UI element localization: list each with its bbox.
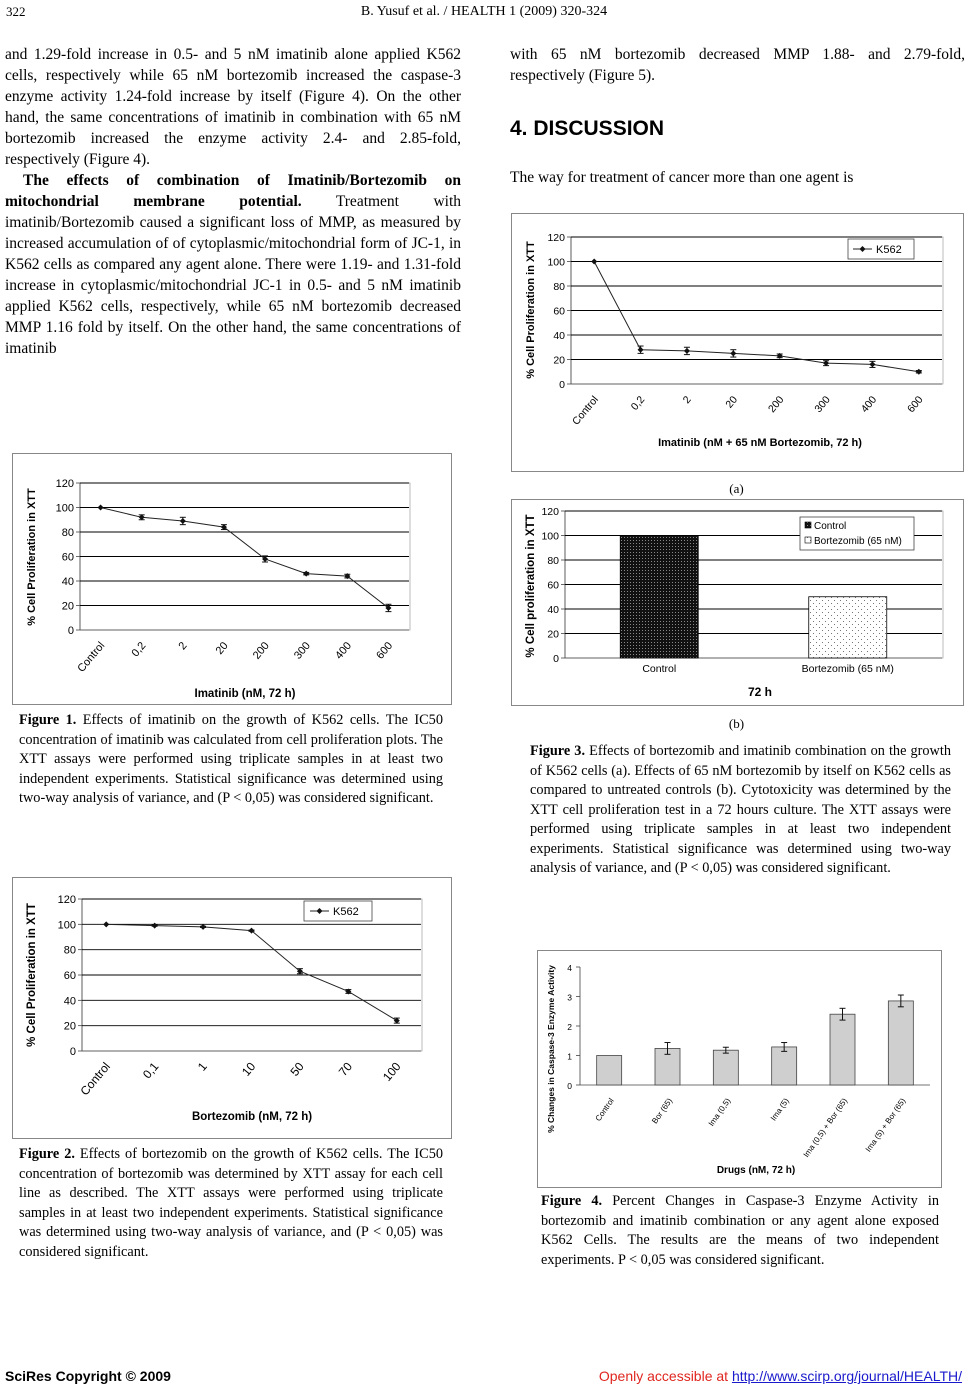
y-tick-label: 60 <box>553 305 565 318</box>
y-tick-label: 20 <box>63 1020 76 1033</box>
x-axis-label: Drugs (nM, 72 h) <box>716 1165 796 1176</box>
figure-3b-chart <box>512 500 963 705</box>
y-tick-labels <box>541 506 559 665</box>
y-tick-label: 0 <box>559 379 565 391</box>
page-number: 322 <box>6 4 26 19</box>
legend <box>304 901 372 921</box>
y-tick-label: 40 <box>547 604 559 616</box>
figure-2-caption-text: Effects of bortezomib on the growth of K562 cells. The IC50 concentration of bortezomib was determined by XTT assay for each cell line as described. The XTT assays were performed using triplicate samples in at least two independent experiments. Statistical significance was determined using two-way analysis of variance, and (P < 0,05) was considered significant. <box>19 1146 443 1260</box>
figure-3a-frame <box>511 213 964 472</box>
x-tick-label: 20 <box>213 639 231 657</box>
x-axis-label: Imatinib (nM + 65 nM Bortezomib, 72 h) <box>658 437 862 449</box>
x-tick-label: Ima (5) + Bor (65) <box>863 1096 908 1154</box>
x-tick-label: 300 <box>812 393 833 415</box>
footer-copyright: SciRes Copyright © 2009 <box>5 1368 171 1384</box>
figure-1-chart <box>13 454 451 704</box>
y-tick-label: 0 <box>67 625 74 637</box>
y-tick-label: 2 <box>567 1022 572 1032</box>
x-tick-label: Bor (65) <box>650 1096 675 1126</box>
x-tick-label: 200 <box>250 639 272 662</box>
x-tick-label: Control <box>642 663 677 675</box>
bar <box>597 1056 622 1086</box>
y-tick-label: 40 <box>61 576 74 588</box>
y-tick-label: 4 <box>567 963 572 973</box>
x-tick-label: 1 <box>194 1059 210 1074</box>
figure-3-caption <box>530 742 951 879</box>
y-tick-label: 20 <box>547 628 559 641</box>
x-tick-label: Bortezomib (65 nM) <box>801 663 894 675</box>
legend-label: K562 <box>876 244 902 256</box>
y-tick-label: 40 <box>553 330 565 342</box>
x-tick-labels <box>594 1096 908 1159</box>
journal-link[interactable]: http://www.scirp.org/journal/HEALTH/ <box>731 1368 962 1384</box>
section-heading: 4. DISCUSSION <box>510 117 665 140</box>
figure-3-caption-label: Figure 3. <box>530 743 586 759</box>
y-tick-label: 120 <box>547 232 565 244</box>
legend-label: K562 <box>333 906 359 918</box>
left-para-2-heading: The effects of combination of Imatinib/Bortezomib on mitochondrial membrane potential. <box>5 172 461 210</box>
y-tick-label: 80 <box>553 281 565 293</box>
figure-1-caption-label: Figure 1. <box>19 712 77 728</box>
y-tick-label: 100 <box>57 919 76 932</box>
left-para-2-body: Treatment with imatinib/Bortezomib caused a significant loss of MMP, as measured by increased accumulation of of cytoplasmic/mitochondrial form of JC-1, in K562 cells as compared any agent alone. There were 1.19- and 1.31-fold increase in cytoplasmic/mitochondrial JC-1 in 0.5- and 5 nM imatinib applied K562 cells, respectively, while 65 nM bortezomib decreased MMP 1.16 fold by itself. On the other hand, the same concentrations of imatinib <box>5 193 462 357</box>
figure-3-caption-text: Effects of bortezomib and imatinib combination on the growth of K562 cells (a). Effects of 65 nM bortezomib by itself on K562 cells as compared to untreated controls (b). Cytotoxicity was determined by the XTT cell proliferation test in a 72 hours culture. The XTT assays were performed using triplicate samples in at least two independent experiments. Statistical significance was determined using two-way analysis of variance, and (P < 0,05) was considered significant. <box>530 743 951 876</box>
bar <box>809 597 887 658</box>
right-column-text <box>510 44 965 86</box>
x-tick-label: 2 <box>176 639 190 653</box>
footer-access-text: Openly accessible at <box>598 1368 732 1384</box>
x-tick-labels <box>75 640 395 675</box>
x-tick-label: 70 <box>335 1059 356 1079</box>
x-tick-label: 600 <box>374 639 396 662</box>
y-axis-label: % Changes in Caspase-3 Enzyme Activity <box>546 965 556 1133</box>
y-tick-label: 100 <box>547 256 565 269</box>
figure-3a-chart <box>512 214 963 471</box>
y-tick-label: 0 <box>69 1046 76 1058</box>
y-tick-label: 0 <box>553 653 559 665</box>
y-axis-label: % Cell Proliferation in XTT <box>26 903 38 1047</box>
y-tick-label: 60 <box>63 970 76 982</box>
figure-2-chart <box>13 878 451 1138</box>
left-para-2 <box>5 170 461 359</box>
x-tick-label: 200 <box>766 393 787 415</box>
x-axis-label: Imatinib (nM, 72 h) <box>194 688 296 700</box>
figure-2-caption <box>19 1145 443 1262</box>
y-tick-labels <box>56 478 74 637</box>
y-tick-label: 100 <box>55 502 74 515</box>
y-tick-label: 20 <box>553 354 565 367</box>
x-axis-label: Bortezomib (nM, 72 h) <box>191 1111 313 1123</box>
x-tick-label: 2 <box>680 393 694 407</box>
x-tick-label: 600 <box>905 393 926 415</box>
y-tick-label: 80 <box>547 555 559 567</box>
x-tick-labels <box>570 394 926 428</box>
legend <box>848 239 914 259</box>
figure-4-chart <box>538 951 941 1187</box>
figure-4-caption-label: Figure 4. <box>541 1193 603 1209</box>
y-tick-label: 120 <box>541 506 559 518</box>
x-tick-label: 0,2 <box>129 639 149 660</box>
figure-4-caption <box>541 1192 939 1270</box>
figure-4-caption-text: Percent Changes in Caspase-3 Enzyme Activity in bortezomib and imatinib combination or any agent alone exposed K562 Cells. The results are the means of two independent experiments. P < 0,05 was considered significant. <box>541 1193 939 1268</box>
x-tick-label: 0,2 <box>628 393 648 413</box>
y-tick-labels <box>58 894 76 1058</box>
y-tick-label: 40 <box>63 995 76 1008</box>
x-tick-label: Control <box>75 639 108 675</box>
figure-1-caption <box>19 711 443 809</box>
x-tick-label: 0,1 <box>139 1059 162 1082</box>
y-tick-label: 3 <box>567 992 572 1003</box>
figure-3b-frame <box>511 499 964 706</box>
x-tick-label: Ima (0,5) + Bor (65) <box>801 1096 850 1160</box>
figure-4-frame <box>537 950 942 1188</box>
y-tick-label: 80 <box>63 944 76 957</box>
figure-3b-sublabel: (b) <box>728 716 745 731</box>
y-tick-label: 60 <box>61 551 74 564</box>
legend-swatch-bortezomib <box>805 537 811 543</box>
left-column-text <box>5 44 461 359</box>
y-axis-label: % Cell proliferation in XTT <box>525 514 537 658</box>
y-tick-label: 100 <box>541 530 559 543</box>
x-tick-label: Control <box>570 393 601 428</box>
y-tick-labels <box>567 963 572 1091</box>
y-tick-labels <box>547 232 565 391</box>
figure-1-caption-text: Effects of imatinib on the growth of K562 cells. The IC50 concentration of imatinib was calculated from cell proliferation plots. The XTT assays were performed using triplicate samples in at least two independent experiments. Statistical significance was determined using two-way analysis of variance, and (P < 0,05) was considered significant. <box>19 712 443 806</box>
x-tick-label: 100 <box>379 1059 404 1084</box>
x-tick-label: 300 <box>291 639 313 662</box>
legend-label-bortezomib: Bortezomib (65 nM) <box>814 536 902 547</box>
y-tick-label: 1 <box>567 1051 572 1062</box>
x-tick-label: 400 <box>858 393 880 415</box>
y-tick-label: 120 <box>57 894 76 906</box>
right-para-1: with 65 nM bortezomib decreased MMP 1.88- and 2.79-fold, respectively (Figure 5). <box>510 46 965 84</box>
legend-label-control: Control <box>814 521 847 532</box>
x-tick-label: 50 <box>287 1059 307 1079</box>
y-tick-label: 120 <box>55 478 74 490</box>
x-tick-label: Control <box>593 1096 616 1123</box>
x-axis-label: 72 h <box>747 685 773 699</box>
x-tick-label: 20 <box>723 393 741 411</box>
x-tick-label: 10 <box>238 1059 259 1079</box>
figure-1-frame <box>12 453 452 705</box>
bar <box>830 1014 855 1085</box>
y-tick-label: 0 <box>567 1081 572 1091</box>
legend-swatch-control <box>805 522 811 528</box>
x-tick-label: Ima (5) <box>768 1096 791 1123</box>
y-tick-label: 80 <box>61 527 74 539</box>
y-axis-label: % Cell Proliferation in XTT <box>26 488 38 626</box>
plot-area <box>580 967 930 1085</box>
footer-access <box>599 1368 962 1384</box>
y-tick-label: 60 <box>547 579 559 592</box>
bar <box>620 536 698 659</box>
bar <box>888 1001 913 1085</box>
y-axis-label: % Cell Proliferation in XTT <box>525 241 537 379</box>
x-tick-label: Ima (0,5) <box>706 1096 733 1128</box>
x-tick-label: Control <box>77 1059 114 1099</box>
x-tick-labels <box>642 663 894 675</box>
figure-2-caption-label: Figure 2. <box>19 1146 75 1162</box>
x-tick-labels <box>77 1059 403 1098</box>
running-head: B. Yusuf et al. / HEALTH 1 (2009) 320-324 <box>360 4 608 19</box>
y-tick-label: 20 <box>61 600 74 613</box>
bar <box>772 1047 797 1085</box>
figure-2-frame <box>12 877 452 1139</box>
figure-3a-sublabel: (a) <box>729 481 744 496</box>
right-para-2: The way for treatment of cancer more than one agent is <box>510 169 854 186</box>
x-tick-label: 400 <box>333 639 355 662</box>
bar <box>713 1050 738 1085</box>
left-para-1: and 1.29-fold increase in 0.5- and 5 nM imatinib alone applied K562 cells, respectively while 65 nM bortezomib increased the caspase-3 enzyme activity 1.24-fold increase by itself (Figure 4). On the other hand, the same concentrations of imatinib in combination with 65 nM bortezomib increased the enzyme activity 2.4- and 2.85-fold, respectively (Figure 4). <box>5 46 461 168</box>
legend <box>800 517 914 550</box>
